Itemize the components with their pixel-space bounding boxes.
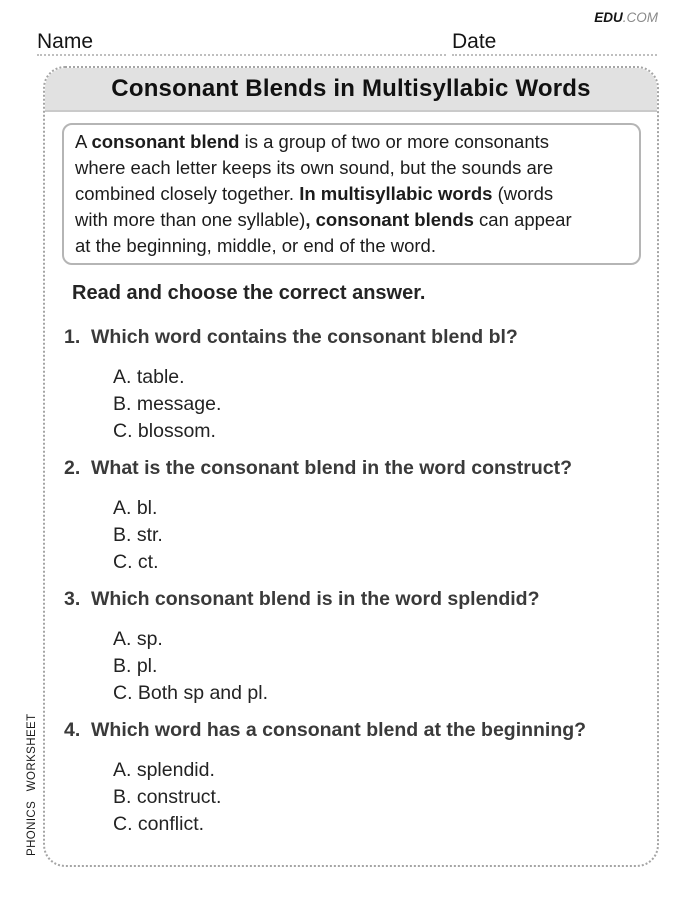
option-item[interactable]: C. conflict. xyxy=(113,813,205,835)
date-field-line[interactable] xyxy=(452,30,657,56)
question-number: 4. xyxy=(64,719,81,741)
date-label: Date xyxy=(452,30,497,53)
brand-edu-text: EDU xyxy=(594,10,623,25)
worksheet-card xyxy=(43,66,659,867)
options-list xyxy=(113,364,657,445)
instruction-text: Read and choose the correct answer. xyxy=(72,282,426,304)
question-line xyxy=(64,587,657,611)
option-item[interactable]: A. table. xyxy=(113,366,185,388)
question-number: 2. xyxy=(64,457,81,479)
question-text: What is the consonant blend in the word construct? xyxy=(91,457,573,479)
definition-line: A consonant blend is a group of two or more consonants xyxy=(75,131,549,152)
option-item[interactable]: C. Both sp and pl. xyxy=(113,682,269,704)
name-label: Name xyxy=(37,30,94,53)
question-number: 3. xyxy=(64,588,81,610)
question-item-2 xyxy=(64,456,657,576)
question-item-4 xyxy=(64,718,657,838)
question-text: Which consonant blend is in the word splendid? xyxy=(91,588,540,610)
option-item[interactable]: A. splendid. xyxy=(113,759,215,781)
definition-line: combined closely together. In multisyllabic words (words xyxy=(75,183,554,204)
brand-logo xyxy=(594,10,658,25)
question-item-1 xyxy=(64,325,657,445)
options-list xyxy=(113,626,657,707)
brand-com-text: .COM xyxy=(622,10,658,25)
question-text: Which word has a consonant blend at the beginning? xyxy=(91,719,587,741)
option-item[interactable]: A. bl. xyxy=(113,497,158,519)
definition-box xyxy=(62,123,641,265)
definition-line: with more than one syllable), consonant blends can appear xyxy=(75,209,572,230)
option-item[interactable]: C. blossom. xyxy=(113,420,216,442)
definition-line: where each letter keeps its own sound, but the sounds are xyxy=(75,157,554,178)
option-item[interactable]: B. construct. xyxy=(113,786,222,808)
question-text: Which word contains the consonant blend bl? xyxy=(91,326,518,348)
options-list xyxy=(113,757,657,838)
option-item[interactable]: B. message. xyxy=(113,393,222,415)
question-line xyxy=(64,456,657,480)
question-number: 1. xyxy=(64,326,81,348)
option-item[interactable]: B. pl. xyxy=(113,655,158,677)
name-field-line[interactable] xyxy=(37,30,446,56)
definition-line: at the beginning, middle, or end of the word. xyxy=(75,235,436,256)
footer-vertical-label: PHONICS WORKSHEET xyxy=(26,713,38,856)
options-list xyxy=(113,495,657,576)
question-line xyxy=(64,325,657,349)
option-item[interactable]: B. str. xyxy=(113,524,163,546)
question-item-3 xyxy=(64,587,657,707)
option-item[interactable]: A. sp. xyxy=(113,628,163,650)
option-item[interactable]: C. ct. xyxy=(113,551,159,573)
worksheet-title-bar xyxy=(45,68,657,112)
question-line xyxy=(64,718,657,742)
page-title: Consonant Blends in Multisyllabic Words xyxy=(111,75,591,102)
